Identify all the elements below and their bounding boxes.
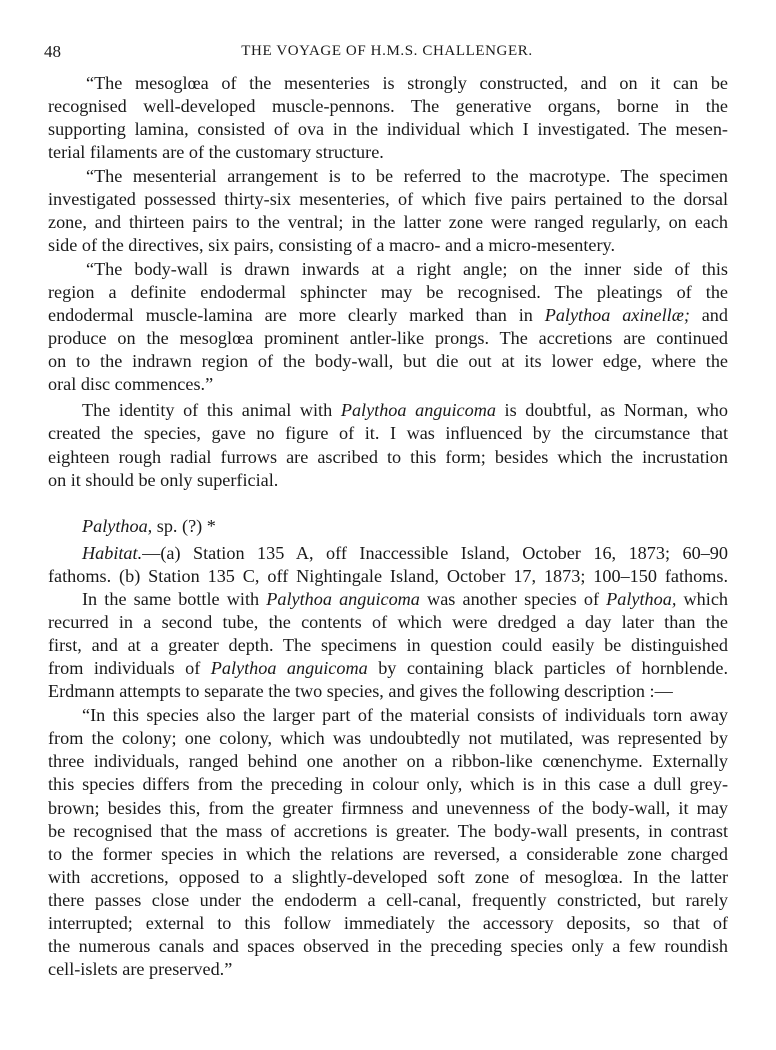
text-line: oral disc commences.”: [48, 374, 214, 394]
text-line: investigated possessed thirty-six mesenteries, of which five pairs pertained to the dorsal: [48, 189, 728, 209]
page-number: 48: [44, 42, 61, 61]
text-line: terial filaments are of the customary structure.: [48, 142, 384, 162]
text-line: there passes close under the endoderm a cell-canal, frequently constricted, but rarely: [48, 890, 728, 910]
species-name: Palythoa anguicoma: [266, 589, 420, 609]
species-name: Palythoa axinellæ;: [544, 305, 690, 325]
text-line: supporting lamina, consisted of ova in the individual which I investigated. The mesen-: [48, 119, 728, 139]
text-span: In the same bottle with: [82, 589, 267, 609]
text-line: interrupted; external to this follow immediately the accessory deposits, so that of: [48, 913, 728, 933]
text-line: cell-islets are preserved.”: [48, 959, 233, 979]
text-line: “The body-wall is drawn inwards at a right angle; on the inner side of this: [86, 259, 728, 279]
text-line: “The mesenterial arrangement is to be referred to the macrotype. The specimen: [86, 166, 728, 186]
running-head: THE VOYAGE OF H.M.S. CHALLENGER.: [241, 43, 533, 59]
text-line: [48, 304, 728, 327]
text-span: is doubtful, as Norman, who: [495, 400, 728, 420]
text-line: three individuals, ranged behind one another on a ribbon-like cœnenchyme. Externally: [48, 751, 728, 771]
habitat-line: [82, 542, 728, 565]
text-line: zone, and thirteen pairs to the ventral; in the latter zone were ranged regularly, on each: [48, 212, 728, 232]
text-line: eighteen rough radial furrows are ascribed to this form; besides which the incrustation: [48, 447, 728, 467]
text-span: endodermal muscle-lamina are more clearly marked than in: [48, 305, 545, 325]
text-line: produce on the mesoglœa prominent antler-like prongs. The accretions are continued: [48, 328, 728, 348]
text-span: was another species of: [419, 589, 607, 609]
text-line: recognised well-developed muscle-pennons. The generative organs, borne in the: [48, 96, 728, 116]
text-line: Erdmann attempts to separate the two species, and gives the following description :—: [48, 681, 673, 701]
text-line: brown; besides this, from the greater firmness and unevenness of the body-wall, it may: [48, 798, 728, 818]
text-line: first, and at a greater depth. The specimens in question could easily be distinguished: [48, 635, 728, 655]
text-line: “In this species also the larger part of the material consists of individuals torn away: [82, 705, 728, 725]
text-line: be recognised that the mass of accretions is greater. The body-wall presents, in contrast: [48, 821, 728, 841]
species-name: Palythoa,: [606, 589, 677, 609]
text-line: on it should be only superficial.: [48, 470, 279, 490]
species-heading-suffix: sp. (?) *: [152, 516, 216, 536]
text-span: from individuals of: [48, 658, 211, 678]
text-line: [82, 399, 728, 422]
text-line: with accretions, opposed to a slightly-developed soft zone of mesoglœa. In the latter: [48, 867, 728, 887]
habitat-label: Habitat.: [82, 543, 143, 563]
text-line: [48, 657, 728, 680]
text-line: “The mesoglœa of the mesenteries is strongly constructed, and on it can be: [86, 73, 728, 93]
species-heading-name: Palythoa,: [82, 516, 153, 536]
text-span: The identity of this animal with: [82, 400, 341, 420]
habitat-line: fathoms. (b) Station 135 C, off Nightingale Island, October 17, 1873; 100–150 fathoms.: [48, 566, 728, 586]
text-line: side of the directives, six pairs, consisting of a macro- and a micro-mesentery.: [48, 235, 615, 255]
text-line: [82, 588, 728, 611]
text-line: recurred in a second tube, the contents of which were dredged a day later than the: [48, 612, 728, 632]
text-line: to the former species in which the relations are reversed, a considerable zone charged: [48, 844, 728, 864]
species-heading: [82, 515, 728, 538]
species-name: Palythoa anguicoma: [210, 658, 368, 678]
text-line: created the species, gave no figure of it. I was influenced by the circumstance that: [48, 423, 728, 443]
page-header: [44, 42, 730, 66]
text-span: —(a) Station 135 A, off Inaccessible Island, October 16, 1873; 60–90: [142, 543, 728, 563]
text-line: on to the indrawn region of the body-wall, but die out at its lower edge, where the: [48, 351, 728, 371]
text-line: from the colony; one colony, which was undoubtedly not mutilated, was represented by: [48, 728, 728, 748]
text-line: the numerous canals and spaces observed in the preceding species only a few roundish: [48, 936, 728, 956]
species-name: Palythoa anguicoma: [340, 400, 496, 420]
text-span: which: [676, 589, 728, 609]
text-line: region a definite endodermal sphincter may be recognised. The pleatings of the: [48, 282, 728, 302]
text-line: this species differs from the preceding in colour only, which is in this case a dull grey-: [48, 774, 728, 794]
text-span: by containing black particles of hornblende.: [367, 658, 728, 678]
text-span: and: [689, 305, 728, 325]
